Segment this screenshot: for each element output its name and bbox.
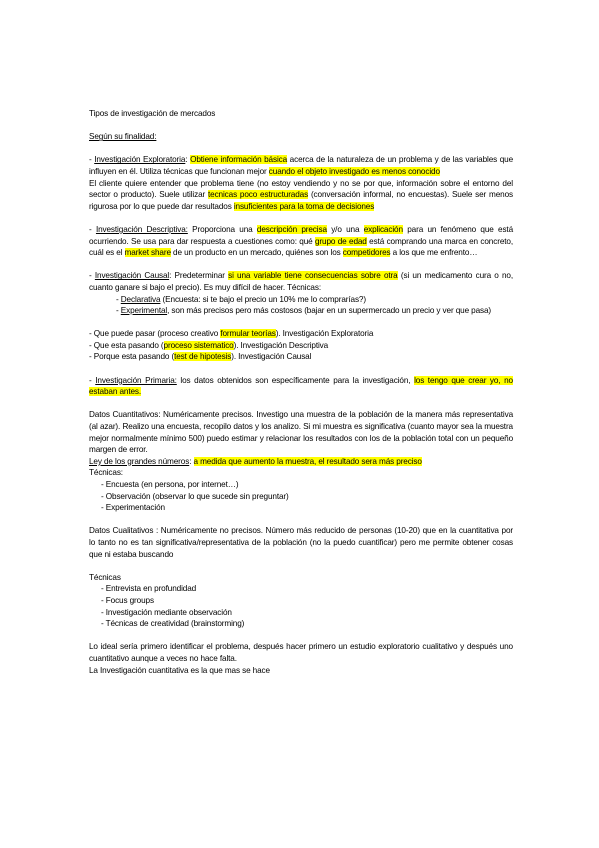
section-heading-text: Según su finalidad: [89,132,157,142]
term-ley-grandes-numeros: Ley de los grandes números [89,456,190,466]
paragraph-ley-grandes-numeros [89,456,513,468]
paragraph-exploratoria-detail [89,178,513,213]
dash: - [89,375,96,385]
highlight: descripción precisa [256,224,327,234]
list-item: - Entrevista en profundidad [101,584,197,594]
summary-line [89,351,513,363]
paragraph-conclusion-final: La Investigación cuantitativa es la que mas se hace [89,665,270,675]
text: para un fenómeno que está ocurriendo. Se usa para dar respuesta a cuestiones como: qué [89,224,514,246]
dash: - [89,155,95,165]
text: de un producto en un mercado, quiénes son los [170,248,343,258]
colon: : [189,456,194,466]
text: a los que me enfrento… [390,248,478,258]
list-item: - Investigación mediante observación [101,607,232,617]
paragraph-cualitativos: Datos Cualitativos : Numéricamente no precisos. Número más reducido de personas (10-20) que en la cuantitativa por lo tanto no es tan significativa/representativa de la población (no la puedo cuantificar) pero me permite obtener cosas que ni estaba buscando [89,526,513,559]
list-item: - Observación (observar lo que sucede sin preguntar) [101,491,289,501]
list-item: - Encuesta (en persona, por internet…) [101,480,239,489]
summary-line [89,340,513,352]
text: - Porque esta pasando ( [89,352,175,362]
colon: : [185,155,191,165]
tecnicas-label: Técnicas [89,572,121,582]
highlight: tecnicas poco estructuradas [207,190,309,200]
section-heading [89,131,513,143]
term-descriptiva: Investigación Descriptiva: [95,224,188,234]
summary-line [89,328,513,340]
highlight: proceso sistematico [163,340,234,350]
text: Predeterminar [174,271,229,281]
highlight: Obtiene información básica [190,155,288,165]
term-exploratoria: Investigación Exploratoria [94,155,186,165]
highlight: market share [124,248,171,258]
list-item-declarativa [89,294,513,306]
highlight: cuando el objeto investigado es menos conocido [268,166,440,176]
highlight: si una variable tiene consecuencias sobre otra [228,271,398,281]
document-page [89,108,513,676]
text: acerca de la naturaleza de un problema y de las variables que influyen en él. Utiliza técnicas que funcionan mejor [89,155,514,176]
tecnicas-label: Técnicas: [89,468,123,478]
paragraph-cuantitativos: Datos Cuantitativos: Numéricamente precisos. Investigo una muestra de la población de la manera más representativa (al azar). Realizo una encuesta, recopilo datos y los analizo. Si mi muestra es significativa (cuanto mayor sea la muestra mejor normalmente mínimo 500) puedo estimar y relacionar los resultados con los de la población total con un pequeño margen de error. [89,410,513,455]
paragraph-primaria [89,375,513,398]
text: , son más precisos pero más costosos (bajar en un supermercado un precio y ver que pasa) [167,306,492,316]
text: los datos obtenidos son específicamente para la investigación, [176,375,415,385]
list-item: - Focus groups [101,595,154,605]
colon: : [169,271,175,281]
paragraph-descriptiva [89,224,513,259]
text: (conversación informal, no encuestas). Suele ser menos rigurosa por lo que puede dar resultados [89,190,513,211]
text: Proporciona una [187,224,257,234]
highlight: a medida que aumento la muestra, el resultado sera más preciso [193,456,422,466]
text: y/o una [326,224,364,234]
text: está comprando una marca en concreto, cuál es el [89,236,513,258]
text: ). Investigación Causal [231,352,312,362]
dash: - [116,306,121,316]
highlight: grupo de edad [314,236,367,246]
highlight: los tengo que crear yo, no estaban antes. [89,375,513,397]
text: ). Investigación Exploratoria [275,329,374,339]
dash: - [89,271,95,281]
term-declarativa: Declarativa [120,294,161,304]
term-primaria: Investigación Primaria: [95,375,177,385]
text: ). Investigación Descriptiva [233,340,329,350]
text: (Encuesta: si te bajo el precio un 10% me lo comprarías?) [160,294,366,304]
highlight: formular teorías [220,329,276,339]
highlight: competidores [342,248,391,258]
text: (si un medicamento cura o no, cuanto ganare si bajo el precio). Es muy difícil de hacer. Técnicas: [89,271,514,292]
text: - Que puede pasar (proceso creativo [89,329,221,339]
paragraph-exploratoria [89,154,513,177]
list-item-experimental [89,305,513,317]
term-causal: Investigación Causal [94,271,170,281]
list-item: - Técnicas de creatividad (brainstorming) [101,619,245,629]
dash: - [89,224,96,234]
list-item: - Experimentación [101,503,165,513]
text: - Que esta pasando ( [89,340,164,350]
highlight: test de hipotesis [174,352,232,362]
text: El cliente quiere entender que problema tiene (no estoy vendiendo y no se por que, información sobre el entorno del sector o producto). Suele utilizar [89,178,513,200]
paragraph-conclusion: Lo ideal sería primero identificar el problema, después hacer primero un estudio exploratorio cualitativo y después uno cuantitativo aunque a veces no hace falta. [89,642,513,663]
highlight: insuficientes para la toma de decisiones [233,201,375,211]
term-experimental: Experimental [120,306,168,316]
dash: - [116,294,121,304]
highlight: explicación [363,224,403,234]
document-title: Tipos de investigación de mercados [89,109,216,118]
paragraph-causal [89,270,513,293]
